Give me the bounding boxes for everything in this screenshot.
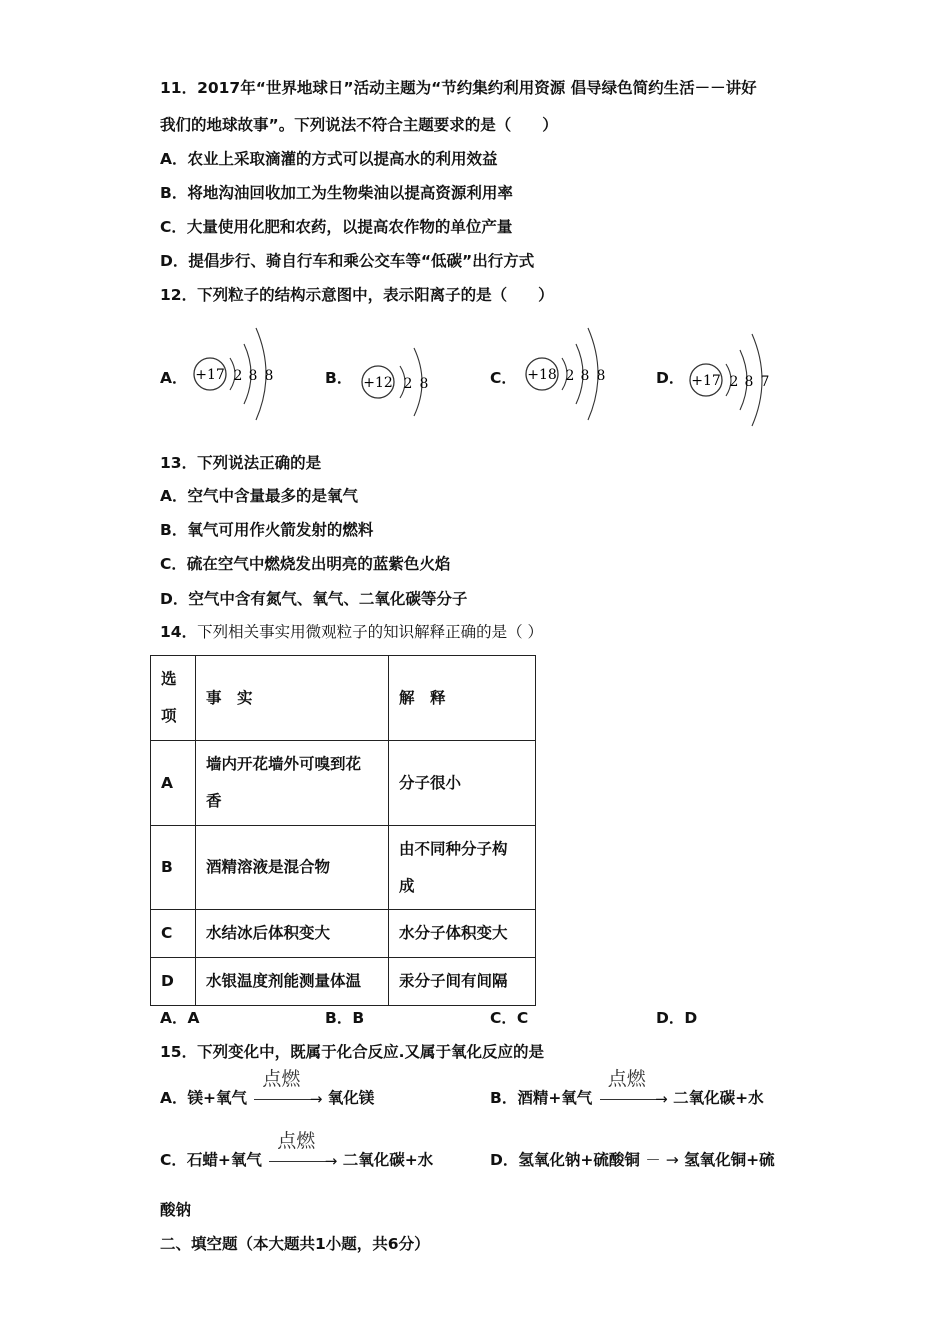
q12-option-c-label: C． [490, 369, 517, 387]
q14-stem-text: 下列相关事实用微观粒子的知识解释正确的是（ ） [197, 623, 544, 641]
section-title: 二、填空题（本大题共1小题，共6分） [160, 1235, 430, 1253]
shell-electrons: 2 [565, 368, 575, 384]
row-fact: 水银温度剂能测量体温 [196, 958, 389, 1006]
row-explanation: 由不同种分子构 成 [389, 826, 536, 910]
q12-atom-diagram-d [686, 322, 786, 432]
shell-electrons: 8 [248, 368, 258, 384]
shell-electrons: 8 [419, 376, 429, 392]
q12-option-d-label: D． [656, 369, 685, 387]
header-fact: 事 实 [196, 656, 389, 741]
shell-electrons: 8 [580, 368, 590, 384]
row-explanation: 水分子体积变大 [389, 910, 536, 958]
table-row [151, 741, 536, 826]
nucleus-charge: +17 [691, 373, 721, 389]
header-option: 选 项 [151, 656, 196, 741]
q15-option-b: B．酒精+氧气 点燃 → 二氧化碳+水 [490, 1067, 764, 1108]
q12-option-b-label: B． [325, 369, 353, 387]
q14-answer-c: C．C [490, 1009, 529, 1027]
q11-option-a: A．农业上采取滴灌的方式可以提高水的利用效益 [160, 150, 498, 168]
nucleus-charge: +17 [195, 367, 225, 383]
row-explanation: 分子很小 [389, 741, 536, 826]
header-explanation: 解 释 [389, 656, 536, 741]
q15-option-d-continuation: 酸钠 [160, 1201, 192, 1219]
row-fact: 墙内开花墙外可嗅到花 香 [196, 741, 389, 826]
row-option: D [151, 958, 196, 1006]
shell-electrons: 2 [233, 368, 243, 384]
q15-option-a: A．镁+氧气 点燃 → 氧化镁 [160, 1067, 375, 1108]
reaction-arrow-icon: 点燃 → [598, 1089, 668, 1109]
q11-option-d: D．提倡步行、骑自行车和乘公交车等“低碳”出行方式 [160, 252, 535, 270]
reaction-arrow-icon: － → [645, 1151, 679, 1169]
q11-option-b: B．将地沟油回收加工为生物柴油以提高资源利用率 [160, 184, 513, 202]
q12-atom-diagram-c [522, 318, 622, 428]
row-option: B [151, 826, 196, 910]
table-row [151, 910, 536, 958]
row-explanation: 汞分子间有间隔 [389, 958, 536, 1006]
reaction-arrow-icon: 点燃 → [252, 1089, 322, 1109]
q15-option-d: D．氢氧化钠+硫酸铜 － → 氢氧化铜+硫 [490, 1151, 775, 1169]
q11-stem-line1: 11．2017年“世界地球日”活动主题为“节约集约利用资源 倡导绿色简约生活－－讲好 [160, 79, 757, 97]
shell-electrons: 2 [729, 374, 739, 390]
q12-option-a-label: A． [160, 369, 188, 387]
nucleus-charge: +12 [363, 375, 393, 391]
shell-electrons: 8 [744, 374, 754, 390]
q14-answer-d: D．D [656, 1009, 698, 1027]
table-row [151, 958, 536, 1006]
q14-answer-b: B．B [325, 1009, 365, 1027]
q15-option-c: C．石蜡+氧气 点燃 → 二氧化碳+水 [160, 1129, 434, 1170]
row-fact: 水结冰后体积变大 [196, 910, 389, 958]
q11-option-c: C．大量使用化肥和农药，以提高农作物的单位产量 [160, 218, 513, 236]
q13-option-b: B．氧气可用作火箭发射的燃料 [160, 521, 374, 539]
row-option: A [151, 741, 196, 826]
q13-option-d: D．空气中含有氮气、氧气、二氧化碳等分子 [160, 590, 468, 608]
row-fact: 酒精溶液是混合物 [196, 826, 389, 910]
q14-table [150, 655, 536, 1006]
q12-stem: 12．下列粒子的结构示意图中，表示阳离子的是（ ） [160, 286, 554, 304]
q14-stem [160, 622, 543, 642]
q13-option-a: A．空气中含量最多的是氧气 [160, 487, 358, 505]
shell-electrons: 8 [264, 368, 274, 384]
nucleus-charge: +18 [527, 367, 557, 383]
q12-atom-diagram-a [190, 318, 290, 428]
q14-answer-a: A．A [160, 1009, 200, 1027]
table-header-row [151, 656, 536, 741]
q15-stem: 15．下列变化中，既属于化合反应.又属于氧化反应的是 [160, 1043, 544, 1061]
shell-electrons: 8 [596, 368, 606, 384]
q13-option-c: C．硫在空气中燃烧发出明亮的蓝紫色火焰 [160, 555, 451, 573]
shell-electrons: 2 [403, 376, 413, 392]
q11-stem-line2: 我们的地球故事”。下列说法不符合主题要求的是（ ） [160, 116, 558, 134]
q13-stem: 13．下列说法正确的是 [160, 454, 322, 472]
q12-atom-diagram-b [358, 340, 438, 420]
q14-number: 14． [160, 623, 198, 641]
reaction-arrow-icon: 点燃 → [267, 1151, 337, 1171]
shell-electrons: 7 [760, 374, 770, 390]
row-option: C [151, 910, 196, 958]
table-row [151, 826, 536, 910]
